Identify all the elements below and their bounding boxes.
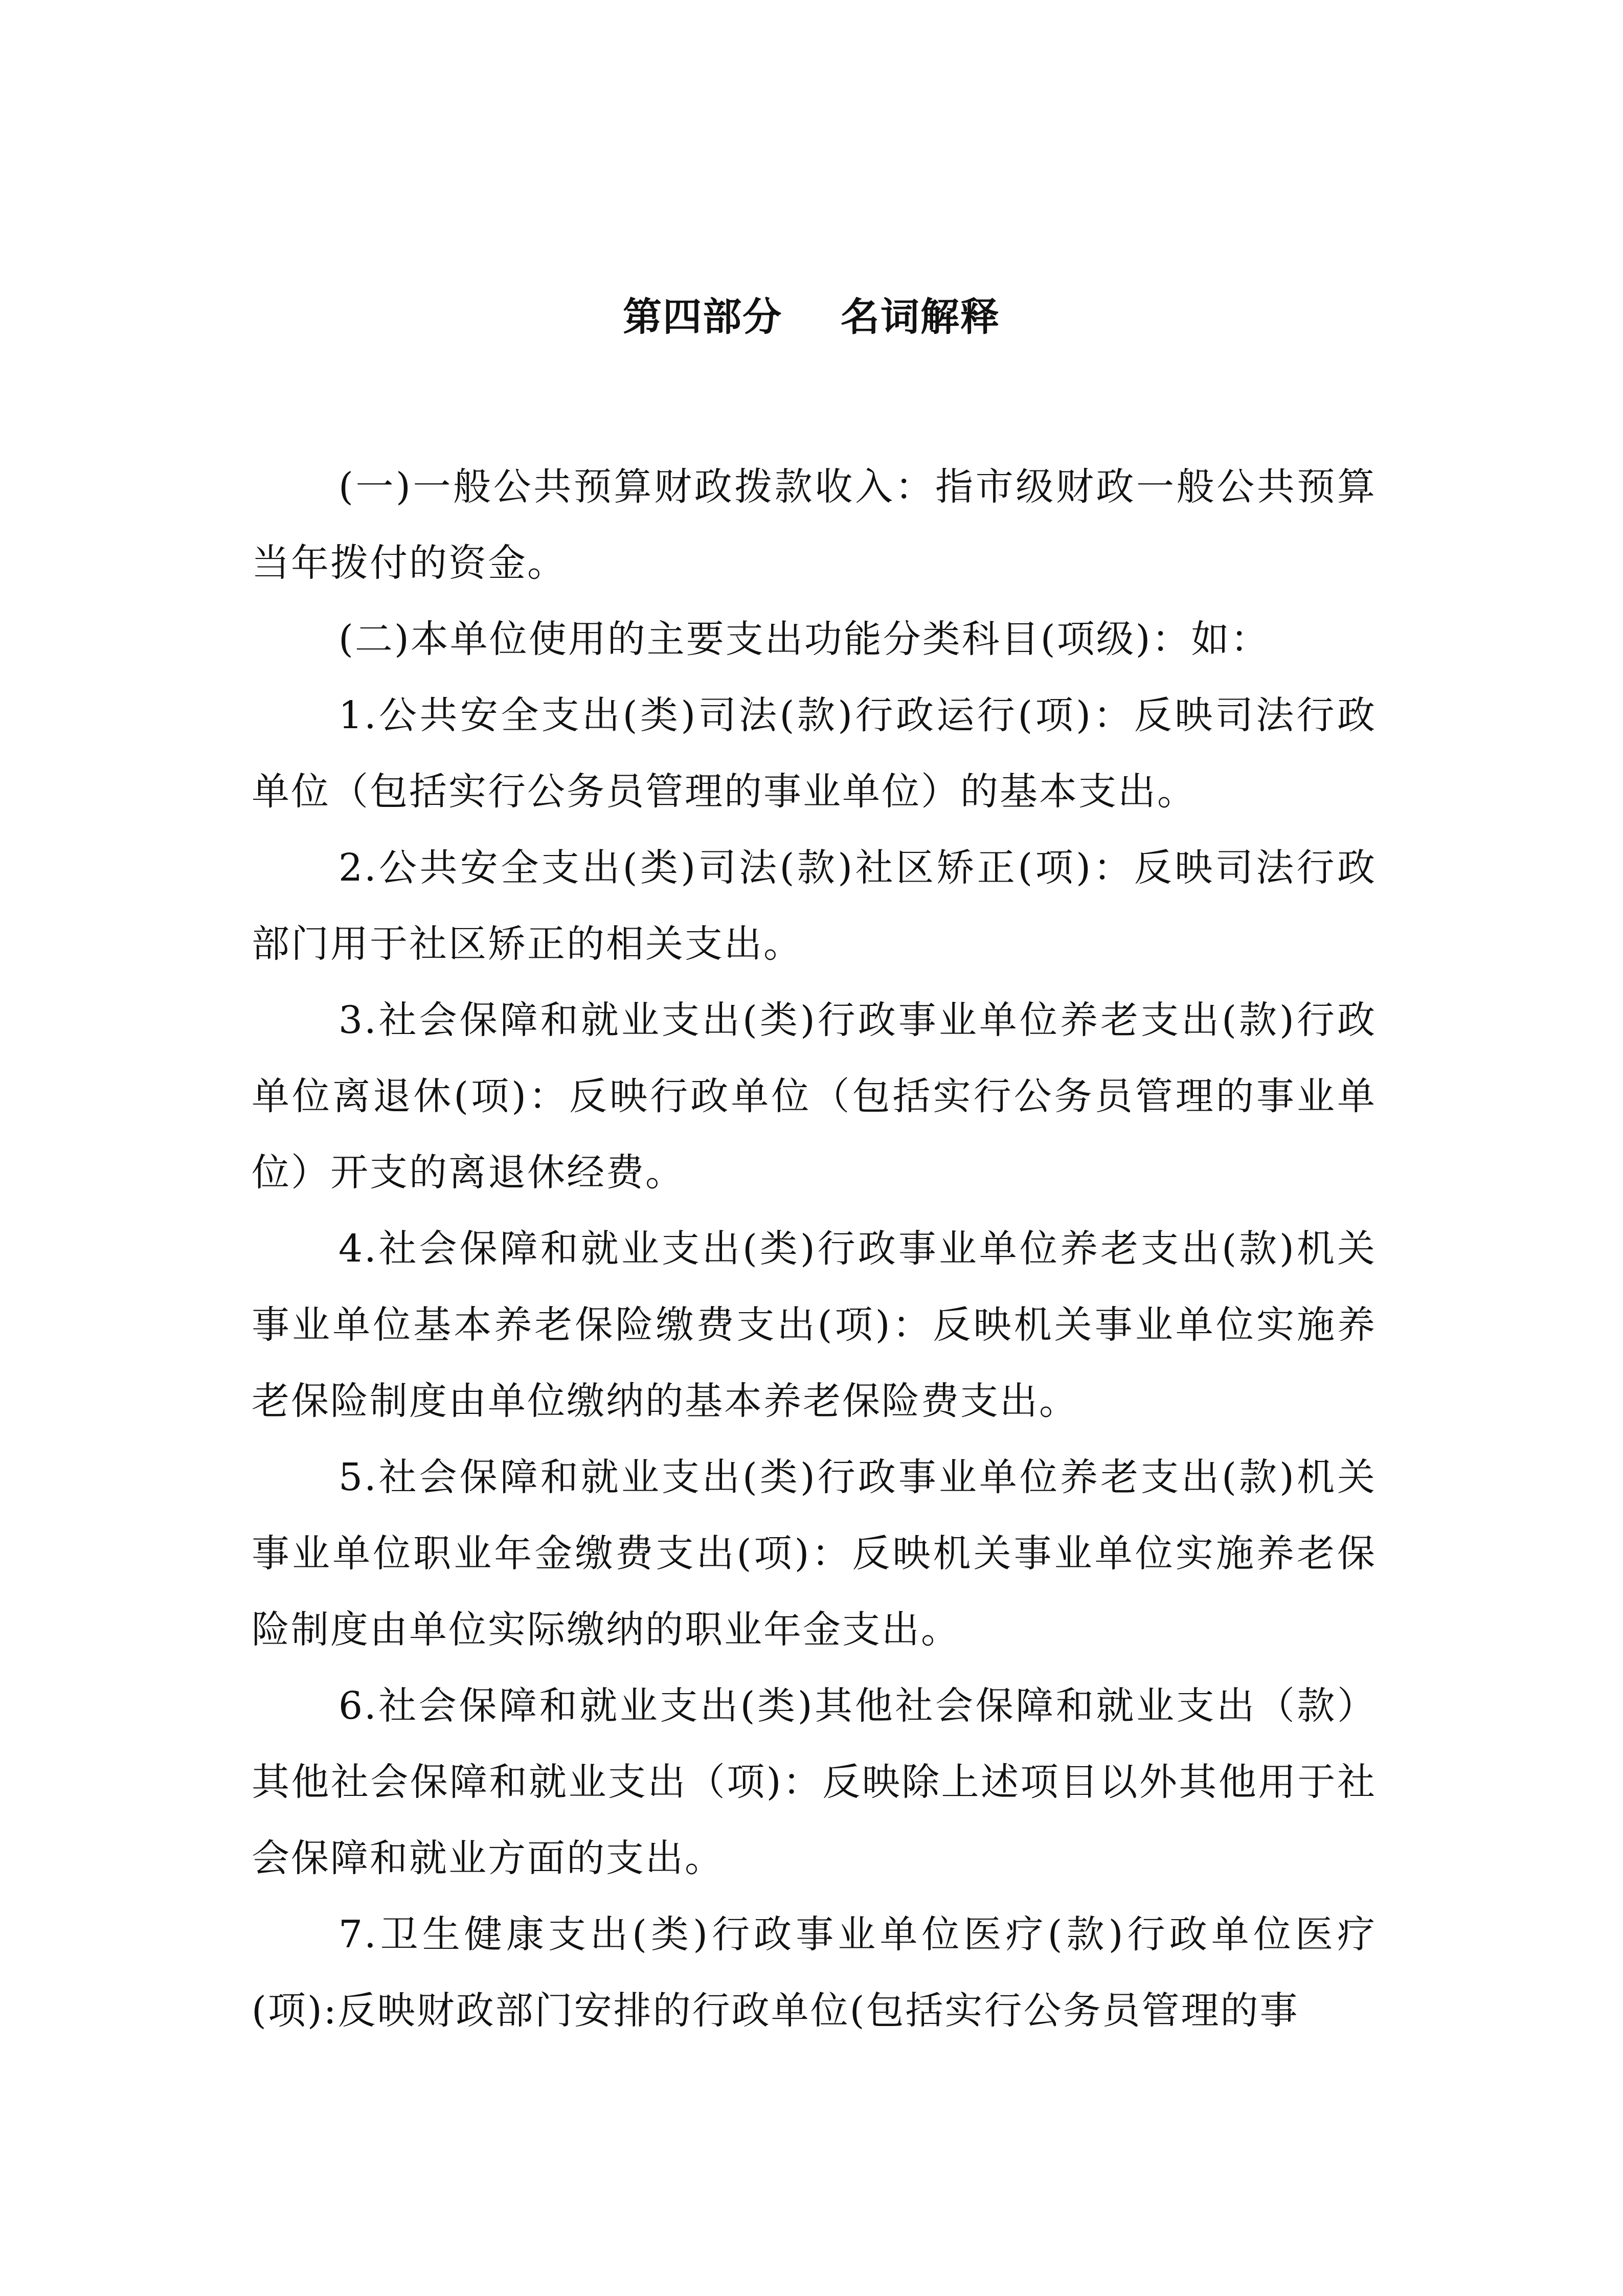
- paragraph-item-2: 2.公共安全支出(类)司法(款)社区矫正(项)：反映司法行政部门用于社区矫正的相关支出。: [252, 846, 1377, 966]
- paragraph-item-1: 1.公共安全支出(类)司法(款)行政运行(项)：反映司法行政单位（包括实行公务员管理的事业单位）的基本支出。: [252, 693, 1377, 814]
- paragraph-item-5: 5.社会保障和就业支出(类)行政事业单位养老支出(款)机关事业单位职业年金缴费支出(项)：反映机关事业单位实施养老保险制度由单位实际缴纳的职业年金支出。: [252, 1455, 1377, 1652]
- paragraph-expenditure-categories-intro: (二)本单位使用的主要支出功能分类科目(项级)：如：: [339, 617, 1270, 661]
- paragraph-item-7: 7.卫生健康支出(类)行政事业单位医疗(款)行政单位医疗(项):反映财政部门安排的行政单位(包括实行公务员管理的事: [252, 1912, 1377, 2033]
- paragraph-item-3: 3.社会保障和就业支出(类)行政事业单位养老支出(款)行政单位离退休(项)：反映行政单位（包括实行公务员管理的事业单位）开支的离退休经费。: [252, 998, 1377, 1195]
- paragraph-item-6: 6.社会保障和就业支出(类)其他社会保障和就业支出（款）其他社会保障和就业支出（项)：反映除上述项目以外其他用于社会保障和就业方面的支出。: [252, 1684, 1377, 1880]
- page-title: 第四部分 名词解释: [623, 294, 1000, 340]
- paragraph-general-budget-income: (一)一般公共预算财政拨款收入：指市级财政一般公共预算当年拨付的资金。: [252, 465, 1377, 585]
- paragraph-item-4: 4.社会保障和就业支出(类)行政事业单位养老支出(款)机关事业单位基本养老保险缴费支出(项)：反映机关事业单位实施养老保险制度由单位缴纳的基本养老保险费支出。: [252, 1227, 1377, 1423]
- document-body: [252, 449, 1377, 2049]
